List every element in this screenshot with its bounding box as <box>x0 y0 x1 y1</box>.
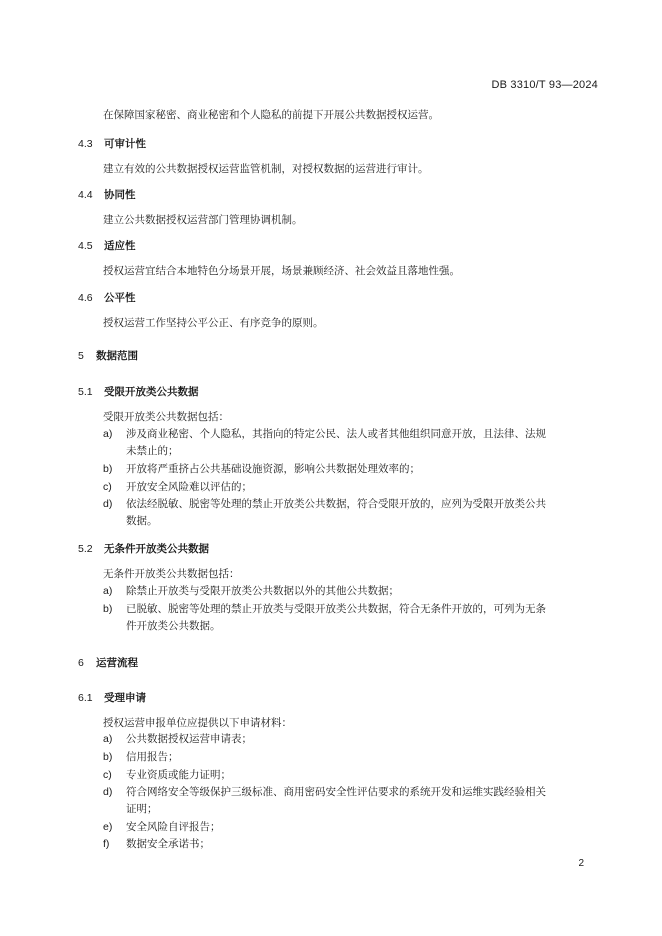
heading-4-6 <box>78 290 136 305</box>
heading-title: 受理申请 <box>104 692 146 704</box>
paragraph-4-4: 建立公共数据授权运营部门管理协调机制。 <box>103 214 303 226</box>
list-text-continued: 数据。 <box>126 515 158 527</box>
list-text: 开放安全风险难以评估的； <box>126 481 252 493</box>
heading-5 <box>78 348 138 363</box>
list-marker: c) <box>103 481 112 493</box>
heading-6-1 <box>78 690 146 705</box>
list-marker: a) <box>103 428 113 440</box>
list-marker: f) <box>103 838 110 850</box>
heading-4-5 <box>78 238 136 253</box>
heading-title: 可审计性 <box>104 138 146 150</box>
list-item <box>103 836 603 853</box>
list-text: 依法经脱敏、脱密等处理的禁止开放类公共数据，符合受限开放的，应列为受限开放类公共 <box>126 498 546 510</box>
heading-5-1 <box>78 384 199 399</box>
heading-4-3 <box>78 136 146 151</box>
list-item <box>103 749 603 766</box>
heading-number: 4.4 <box>78 189 93 201</box>
list-text: 开放将严重挤占公共基础设施资源，影响公共数据处理效率的； <box>126 463 420 475</box>
list-marker: b) <box>103 463 113 475</box>
list-text: 符合网络安全等级保护三级标准、商用密码安全性评估要求的系统开发和运维实践经验相关 <box>126 786 546 798</box>
list-item <box>103 479 603 496</box>
heading-number: 5.1 <box>78 386 93 398</box>
list-marker: e) <box>103 821 113 833</box>
list-item <box>103 731 603 748</box>
list-text: 涉及商业秘密、个人隐私，其指向的特定公民、法人或者其他组织同意开放，且法律、法规 <box>126 428 546 440</box>
heading-number: 6.1 <box>78 692 93 704</box>
list-marker: b) <box>103 603 113 615</box>
list-item <box>103 496 603 530</box>
lead-6-1: 授权运营申报单位应提供以下申请材料： <box>103 717 292 729</box>
list-item <box>103 583 603 600</box>
heading-title: 公平性 <box>104 292 136 304</box>
heading-title: 适应性 <box>104 240 136 252</box>
list-marker: d) <box>103 498 113 510</box>
lead-5-1: 受限开放类公共数据包括： <box>103 411 229 423</box>
heading-6 <box>78 655 138 670</box>
list-marker: d) <box>103 786 113 798</box>
heading-title: 运营流程 <box>96 657 138 669</box>
list-text-continued: 件开放类公共数据。 <box>126 620 221 632</box>
list-text: 已脱敏、脱密等处理的禁止开放类与受限开放类公共数据，符合无条件开放的，可列为无条 <box>126 603 546 615</box>
heading-number: 4.3 <box>78 138 93 150</box>
heading-number: 6 <box>78 657 84 669</box>
heading-title: 受限开放类公共数据 <box>104 386 199 398</box>
paragraph-4-3: 建立有效的公共数据授权运营监管机制，对授权数据的运营进行审计。 <box>103 163 429 175</box>
list-text: 安全风险自评报告； <box>126 821 221 833</box>
list-item <box>103 426 603 460</box>
list-text: 除禁止开放类与受限开放类公共数据以外的其他公共数据； <box>126 585 399 597</box>
list-text-continued: 未禁止的； <box>126 445 179 457</box>
list-text-continued: 证明； <box>126 803 158 815</box>
heading-title: 数据范围 <box>96 350 138 362</box>
heading-number: 5 <box>78 350 84 362</box>
list-item <box>103 767 603 784</box>
heading-number: 5.2 <box>78 543 93 555</box>
heading-number: 4.6 <box>78 292 93 304</box>
list-item <box>103 784 603 818</box>
list-marker: a) <box>103 733 113 745</box>
list-marker: a) <box>103 585 113 597</box>
document-code-header: DB 3310/T 93—2024 <box>491 79 598 91</box>
heading-4-4 <box>78 187 136 202</box>
list-item <box>103 819 603 836</box>
lead-5-2: 无条件开放类公共数据包括： <box>103 568 240 580</box>
list-text: 信用报告； <box>126 751 179 763</box>
list-marker: b) <box>103 751 113 763</box>
page-number: 2 <box>578 858 584 869</box>
heading-number: 4.5 <box>78 240 93 252</box>
list-item <box>103 461 603 478</box>
list-marker: c) <box>103 769 112 781</box>
list-text: 数据安全承诺书； <box>126 838 210 850</box>
heading-title: 协同性 <box>104 189 136 201</box>
heading-title: 无条件开放类公共数据 <box>104 543 209 555</box>
paragraph-4-6: 授权运营工作坚持公平公正、有序竞争的原则。 <box>103 317 324 329</box>
intro-paragraph: 在保障国家秘密、商业秘密和个人隐私的前提下开展公共数据授权运营。 <box>103 109 439 121</box>
heading-5-2 <box>78 541 209 556</box>
list-text: 公共数据授权运营申请表； <box>126 733 252 745</box>
list-item <box>103 601 603 635</box>
list-text: 专业资质或能力证明； <box>126 769 231 781</box>
paragraph-4-5: 授权运营宜结合本地特色分场景开展，场景兼顾经济、社会效益且落地性强。 <box>103 265 460 277</box>
